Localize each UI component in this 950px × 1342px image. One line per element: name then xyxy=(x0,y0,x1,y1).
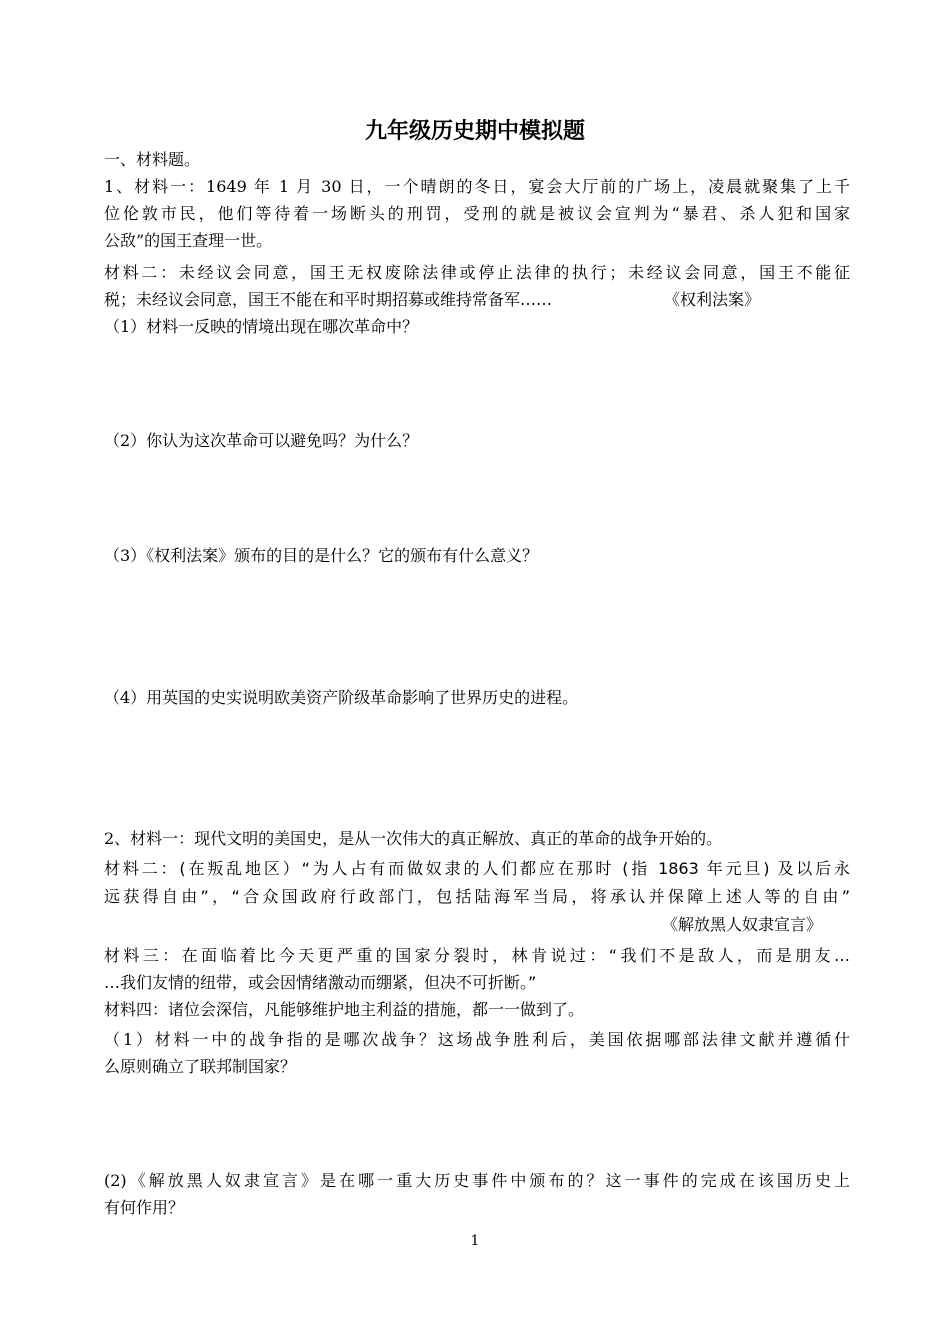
q2-material3-line-2: …我们友情的纽带，或会因情绪激动而绷紧，但决不可折断。” xyxy=(104,973,537,992)
q1-sub-question-3: （3）《权利法案》颁布的目的是什么？它的颁布有什么意义？ xyxy=(104,546,539,565)
page-number: 1 xyxy=(470,1233,480,1249)
q2-material2-line-1: 材料二：(在叛乱地区）“为人占有而做奴隶的人们都应在那时 (指 1863 年元旦) 及以后永 xyxy=(104,859,850,878)
page-title: 九年级历史期中模拟题 xyxy=(364,119,585,144)
q1-material1-line-1: 1、材料一：1649 年 1 月 30 日，一个晴朗的冬日，宴会大厅前的广场上，凌晨就聚集了上千 xyxy=(104,177,850,196)
q1-material2-line-1: 材料二：未经议会同意，国王无权废除法律或停止法律的执行；未经议会同意，国王不能征 xyxy=(104,263,850,282)
q2-sub-question-1-line-1: （1）材料一中的战争指的是哪次战争？这场战争胜利后，美国依据哪部法律文献并遵循什 xyxy=(104,1030,850,1049)
q1-sub-question-4: （4）用英国的史实说明欧美资产阶级革命影响了世界历史的进程。 xyxy=(104,688,579,707)
q2-material2-source: 《解放黑人奴隶宣言》 xyxy=(662,915,823,934)
q2-material4: 材料四：诸位会深信，凡能够维护地主利益的措施，都一一做到了。 xyxy=(104,1000,585,1019)
q1-material1-line-2: 位伦敦市民，他们等待着一场断头的刑罚，受刑的就是被议会宣判为“暴君、杀人犯和国家 xyxy=(104,204,850,223)
q2-sub-question-2-line-1: (2)《解放黑人奴隶宣言》是在哪一重大历史事件中颁布的？这一事件的完成在该国历史上 xyxy=(104,1171,850,1190)
q1-material2-line-2: 税；未经议会同意，国王不能在和平时期招募或维持常备军…… xyxy=(104,290,553,309)
q1-material2-source: 《权利法案》 xyxy=(664,290,761,309)
q2-material3-line-1: 材料三：在面临着比今天更严重的国家分裂时，林肯说过：“我们不是敌人，而是朋友… xyxy=(104,946,850,965)
q2-sub-question-1-line-2: 么原则确立了联邦制国家？ xyxy=(104,1057,297,1076)
q1-sub-question-1: （1）材料一反映的情境出现在哪次革命中？ xyxy=(104,317,419,336)
q2-sub-question-2-line-2: 有何作用？ xyxy=(104,1198,185,1217)
section-heading: 一、材料题。 xyxy=(104,150,201,169)
q1-sub-question-2: （2）你认为这次革命可以避免吗？为什么？ xyxy=(104,431,419,450)
q1-material1-line-3: 公敌”的国王查理一世。 xyxy=(104,231,273,250)
q2-material1: 2、材料一：现代文明的美国史，是从一次伟大的真正解放、真正的革命的战争开始的。 xyxy=(104,829,723,848)
q2-material2-line-2: 远获得自由”，“合众国政府行政部门，包括陆海军当局，将承认并保障上述人等的自由” xyxy=(104,887,850,906)
